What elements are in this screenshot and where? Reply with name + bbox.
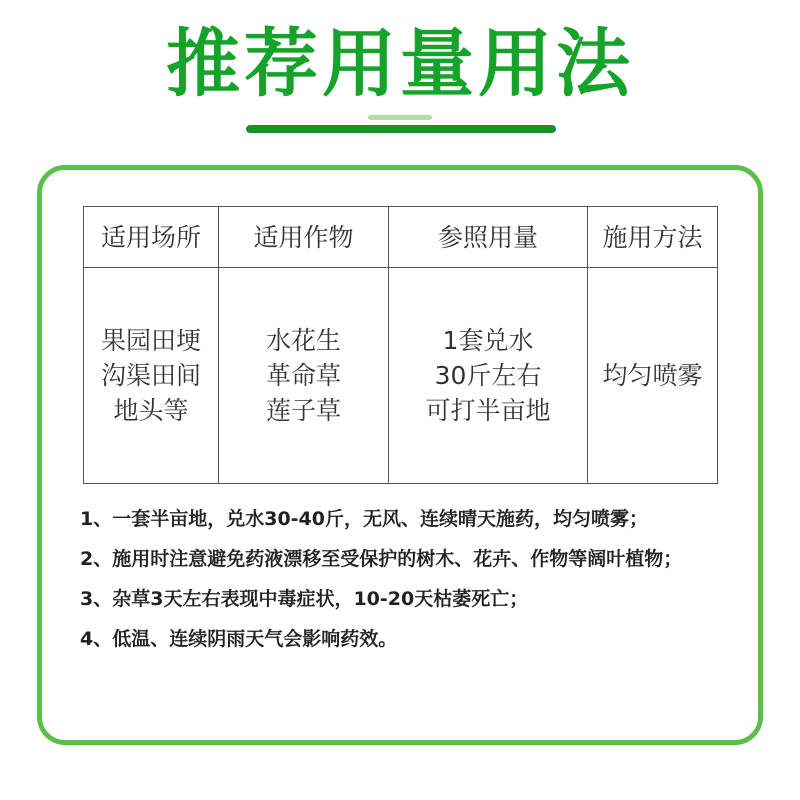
cell-line: 果园田埂	[100, 326, 201, 355]
page-title: 推荐用量用法	[166, 21, 634, 107]
header-crops: 适用作物	[219, 207, 389, 268]
cell-location	[84, 268, 219, 484]
cell-line: 可打半亩地	[425, 396, 551, 425]
cell-line: 30斤左右	[434, 361, 542, 390]
cell-line: 1套兑水	[442, 326, 534, 355]
header-location: 适用场所	[84, 207, 219, 268]
title-underline	[246, 125, 556, 133]
table-row	[84, 268, 718, 484]
cell-line: 水花生	[265, 326, 341, 355]
cell-dosage	[389, 268, 588, 484]
title-accent-light	[368, 115, 432, 120]
header-method: 施用方法	[588, 207, 718, 268]
cell-line: 革命草	[265, 361, 341, 390]
note-item: 3、杂草3天左右表现中毒症状，10-20天枯萎死亡；	[80, 588, 529, 610]
usage-notes	[80, 502, 740, 662]
cell-line: 地头等	[113, 396, 189, 425]
usage-table	[83, 206, 718, 484]
note-item: 1、一套半亩地，兑水30-40斤，无风、连续晴天施药，均匀喷雾；	[80, 508, 648, 530]
cell-method	[588, 268, 718, 484]
table-header-row	[84, 207, 718, 268]
cell-crops	[219, 268, 389, 484]
cell-line: 均匀喷雾	[602, 361, 703, 390]
cell-line: 莲子草	[265, 396, 341, 425]
note-item: 4、低温、连续阴雨天气会影响药效。	[80, 628, 398, 650]
header-dosage: 参照用量	[389, 207, 588, 268]
note-item: 2、施用时注意避免药液漂移至受保护的树木、花卉、作物等阔叶植物；	[80, 548, 683, 570]
cell-line: 沟渠田间	[100, 361, 201, 390]
